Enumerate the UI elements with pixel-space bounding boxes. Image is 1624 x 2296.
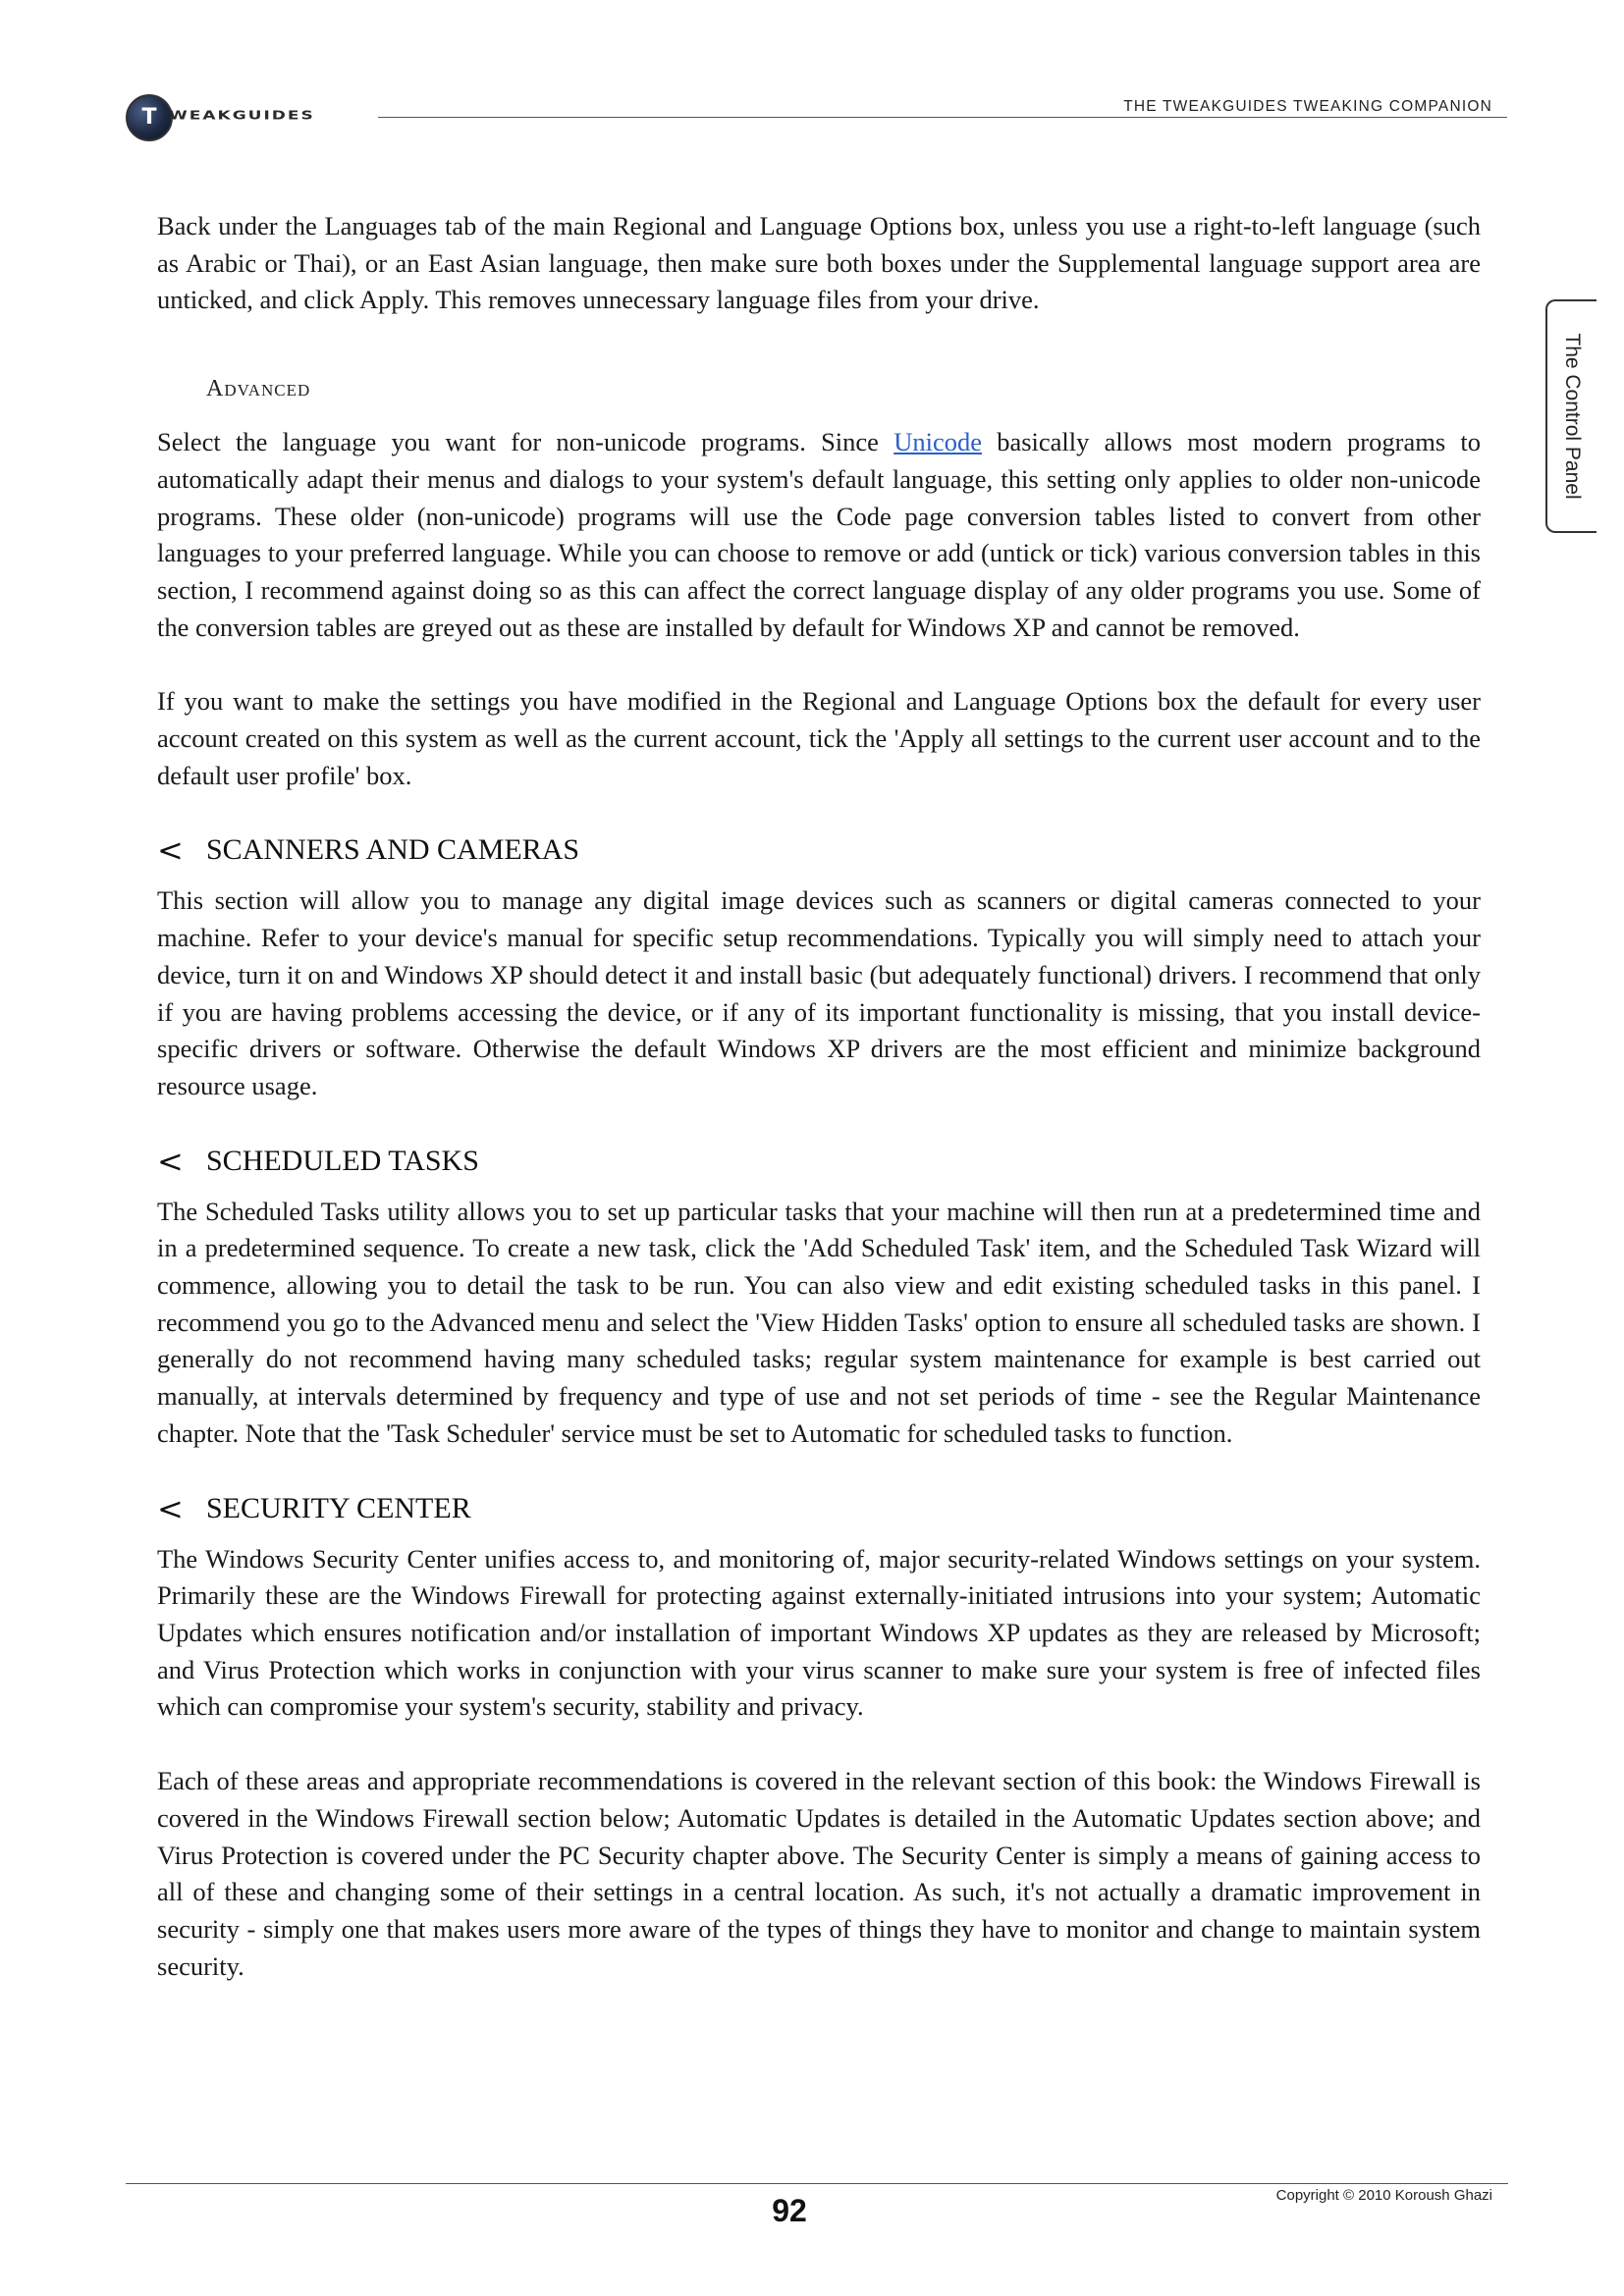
tweakguides-logo <box>126 94 371 143</box>
paragraph-security-center-2: Each of these areas and appropriate recommendations is covered in the relevant section of this book: the Windows Firewall is covered in the Windows Firewall section below; Automatic Updates is detailed in the Automatic Updates section above; and Virus Protection is covered under the PC Security chapter above. The Security Center is simply a means of gaining access to all of these and changing some of their settings in a central location. As such, it's not actually a dramatic improvement in security - simply one that makes users more aware of the types of things they have to monitor and change to maintain system security. <box>157 1766 1481 1981</box>
paragraph-scanners: This section will allow you to manage any digital image devices such as scanners or digital cameras connected to your machine. Refer to your device's manual for specific setup recommendations. Typically you will simply need to attach your device, turn it on and Windows XP should detect it and install basic (but adequately functional) drivers. I recommend that only if you are having problems accessing the device, or if any of its important functionality is missing, that you install device-specific drivers or software. Otherwise the default Windows XP drivers are the most efficient and minimize background resource usage. <box>157 885 1481 1100</box>
section-heading-security-center <box>157 1490 1481 1527</box>
chapter-side-tab <box>1545 299 1597 533</box>
chapter-side-tab-label: The Control Panel <box>1561 333 1584 500</box>
page-content <box>157 208 1481 1985</box>
logo-text: WEAKGUIDES <box>169 108 315 123</box>
paragraph-languages: Back under the Languages tab of the main Regional and Language Options box, unless you use a right-to-left language (such as Arabic or Thai), or an East Asian language, then make sure both boxes under the Supplemental language support area are unticked, and click Apply. This removes unnecessary language files from your drive. <box>157 211 1481 315</box>
unicode-link[interactable]: Unicode <box>893 427 982 457</box>
header-divider <box>378 117 1507 118</box>
paragraph-advanced-text-1: Select the language you want for non-unicode programs. Since <box>157 427 894 457</box>
subheading-advanced: Advanced <box>206 376 311 402</box>
paragraph-scheduled-tasks: The Scheduled Tasks utility allows you to set up particular tasks that your machine will then run at a predetermined time and in a predetermined sequence. To create a new task, click the 'Add Scheduled Task' item, and the Scheduled Task Wizard will commence, allowing you to detail the task to be run. You can also view and edit existing scheduled tasks in this panel. I recommend you go to the Advanced menu and select the 'View Hidden Tasks' option to ensure all scheduled tasks are shown. I generally do not recommend having many scheduled tasks; regular system maintenance for example is best carried out manually, at intervals determined by frequency and type of use and not set periods of time - see the Regular Maintenance chapter. Note that the 'Task Scheduler' service must be set to Automatic for scheduled tasks to function. <box>157 1196 1481 1448</box>
header-title: THE TWEAKGUIDES TWEAKING COMPANION <box>1123 98 1492 115</box>
section-heading-scanners <box>157 831 1481 869</box>
paragraph-security-center: The Windows Security Center unifies access to, and monitoring of, major security-related Windows settings on your system. Primarily these are the Windows Firewall for protecting against externally-initiated intrusions into your system; Automatic Updates which ensures notification and/or installation of important Windows XP updates as they are released by Microsoft; and Virus Protection which works in conjunction with your virus scanner to make sure your system is free of infected files which can compromise your system's security, stability and privacy. <box>157 1543 1481 1722</box>
section-heading-scheduled-tasks <box>157 1143 1481 1180</box>
section-heading-security-center-label: SECURITY CENTER <box>206 1491 471 1524</box>
footer-divider <box>126 2183 1508 2184</box>
section-chevron-icon: < <box>157 1142 184 1180</box>
section-heading-scheduled-tasks-label: SCHEDULED TASKS <box>206 1144 479 1177</box>
paragraph-advanced-text-2: basically allows most modern programs to automatically adapt their menus and dialogs to your system's default language, this setting only applies to older non-unicode programs. These older (non-unicode) programs will use the Code page conversion tables listed to convert from other languages to your preferred language. While you can choose to remove or add (untick or tick) various conversion tables in this section, I recommend against doing so as this can affect the correct language display of any older programs you use. Some of the conversion tables are greyed out as these are installed by default for Windows XP and cannot be removed. <box>157 427 1481 642</box>
section-chevron-icon: < <box>157 831 184 870</box>
section-chevron-icon: < <box>157 1489 184 1527</box>
logo-mark: T <box>126 94 173 141</box>
paragraph-apply-all: If you want to make the settings you have modified in the Regional and Language Options box the default for every user account created on this system as well as the current account, tick the 'Apply all settings to the current user account and to the default user profile' box. <box>157 686 1481 790</box>
page-number: 92 <box>772 2193 807 2228</box>
copyright-notice: Copyright © 2010 Koroush Ghazi <box>1275 2187 1492 2204</box>
section-heading-scanners-label: SCANNERS AND CAMERAS <box>206 833 580 867</box>
paragraph-advanced <box>157 424 1481 646</box>
